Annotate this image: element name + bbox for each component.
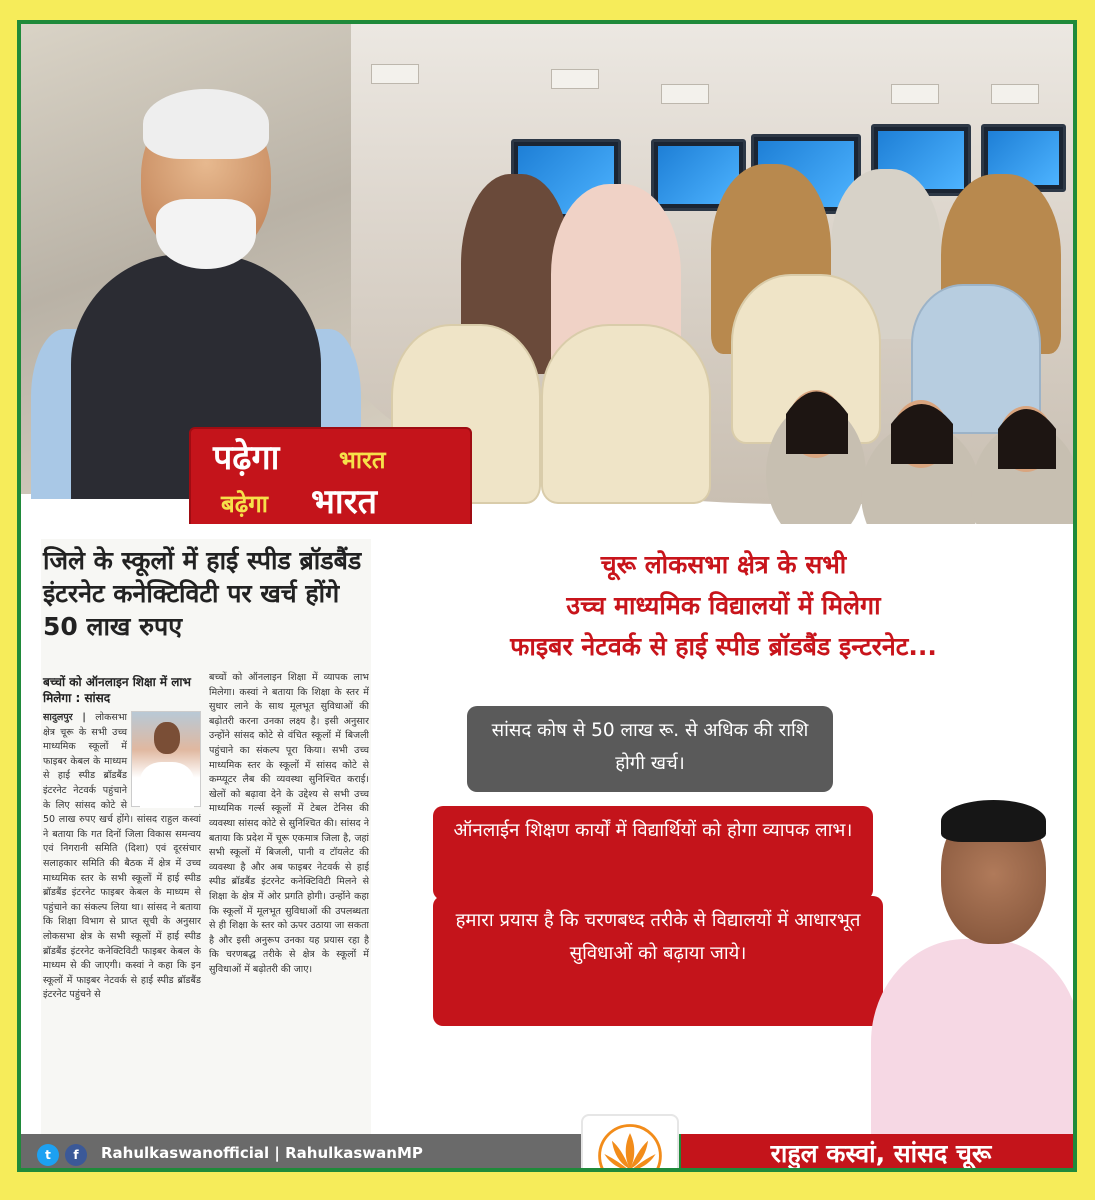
slogan-word: भारत <box>311 482 377 522</box>
news-body-left: लोकसभा क्षेत्र चूरू के सभी उच्च माध्यमिक स्कूलों में फाइबर केबल के माध्यम से हाई स्पीड ब्रॉडबैंड इंटरनेट नेटवर्क पहुंचाने के लिए सांसद कोटे से 50 लाख रुपए खर्च होंगे। सांसद राहुल कस्वां ने बताया कि गत दिनों जिला विकास समन्वय एवं निगरानी समिति (दिशा) एवं दूरसंचार सलाहकार समिति की बैठक में क्षेत्र में उच्च माध्यमिक स्तर के सभी स्कूलों में हाई स्पीड ब्रॉडबैंड इंटरनेट फाइबर केबल के माध्यम से पहुंचाने का संकल्प लिया था। सांसद ने बताया कि शिक्षा विभाग से प्राप्त सूची के अनुसार लोकसभा क्षेत्र के सभी स्कूलों में हाई स्पीड ब्रॉडबैंड इंटरनेट कनेक्टिविटी फाइबर केबल के माध्यम से की जाएगी। कस्वां ने कहा कि इन स्कूलों में फाइबर नेटवर्क से हाई स्पीड ब्रॉडबैंड इंटरनेट पहुंचने से <box>43 712 201 1001</box>
news-column-right: बच्चों को ऑनलाइन शिक्षा में व्यापक लाभ मिलेगा। कस्वां ने बताया कि शिक्षा के स्तर में सुधार लाने के साथ मूलभूत सुविधाओं की बढ़ोतरी करना उनका लक्ष्य है। इसी अनुसार उन्होंने सांसद कोटे से वंचित स्कूलों में बिजली पहुंचाने का संकल्प पूरा किया। सभी उच्च माध्यमिक स्तर के स्कूलों में सांसद कोटे से कम्प्यूटर लैब की व्यवस्था सुनिश्चित कराई। खेलों को बढ़ावा देने के उद्देश्य से सभी उच्च माध्यमिक गर्ल्स स्कूलों में टेबल टेनिस की व्यवस्था सांसद कोटे से सुनिश्चित की। सांसद ने बताया कि प्रदेश में चूरू एकमात्र जिला है, जहां सभी स्कूलों में बिजली, पानी व टॉयलेट की व्यवस्था है और अब फाइबर नेटवर्क से हाई स्पीड ब्रॉडबैंड इंटरनेट कनेक्टिविटी मिलने से शिक्षा के क्षेत्र में ओर प्रगति होगी। उन्होंने कहा कि स्कूलों में मूलभूत सुविधाओं की उपलब्धता से ही शिक्षा के स्तर को ऊपर उठाया जा सकता है और इसी अनुरूप उनका यह प्रयास रहा है कि चरणबद्ध तरीके से क्षेत्र के स्कूलों में सुविधाओं में बढ़ोतरी की जाए। <box>209 672 369 975</box>
hero-image <box>21 24 1077 524</box>
power-strip <box>991 84 1039 104</box>
slogan-word: बढ़ेगा <box>221 490 268 518</box>
power-strip <box>371 64 419 84</box>
news-subheadline: बच्चों को ऑनलाइन शिक्षा में लाभ मिलेगा : सांसद <box>43 675 191 705</box>
bjp-lotus-logo <box>581 1114 679 1172</box>
point-budget: सांसद कोष से 50 लाख रू. से अधिक की राशि होगी खर्च। <box>467 706 833 792</box>
mp-name: राहुल कस्वां, सांसद चूरू <box>770 1139 992 1168</box>
news-column-left <box>43 711 201 1131</box>
main-heading-line: फाइबर नेटवर्क से हाई स्पीड ब्रॉडबैंड इन्टरनेट... <box>510 632 937 661</box>
newspaper-clipping <box>41 539 371 1139</box>
news-dateline: सादुलपुर | <box>43 712 86 723</box>
main-heading-line: उच्च माध्यमिक विद्यालयों में मिलेगा <box>566 591 881 620</box>
mp-thumbnail <box>131 711 201 807</box>
main-heading <box>366 544 1077 667</box>
mp-portrait <box>851 784 1077 1154</box>
slogan-word: पढ़ेगा <box>213 438 280 478</box>
twitter-icon: t <box>37 1144 59 1166</box>
facebook-icon: f <box>65 1144 87 1166</box>
slogan-badge <box>189 427 472 524</box>
social-handles: Rahulkaswanofficial | RahulkaswanMP <box>101 1144 423 1162</box>
plastic-chair <box>541 324 711 504</box>
students-group-photo <box>756 344 1077 524</box>
slogan-word: भारत <box>339 446 386 474</box>
news-headline: जिले के स्कूलों में हाई स्पीड ब्रॉडबैंड इंटरनेट कनेक्टिविटी पर खर्च होंगे 50 लाख रुपए <box>43 546 362 641</box>
power-strip <box>551 69 599 89</box>
power-strip <box>661 84 709 104</box>
power-strip <box>891 84 939 104</box>
main-heading-line: चूरू लोकसभा क्षेत्र के सभी <box>600 550 847 579</box>
point-infrastructure: हमारा प्रयास है कि चरणबध्द तरीके से विद्यालयों में आधारभूत सुविधाओं को बढ़ाया जाये। <box>433 896 883 1026</box>
poster-frame <box>17 20 1077 1172</box>
point-online-education: ऑनलाईन शिक्षण कार्यों में विद्यार्थियों को होगा व्यापक लाभ। <box>433 806 873 900</box>
